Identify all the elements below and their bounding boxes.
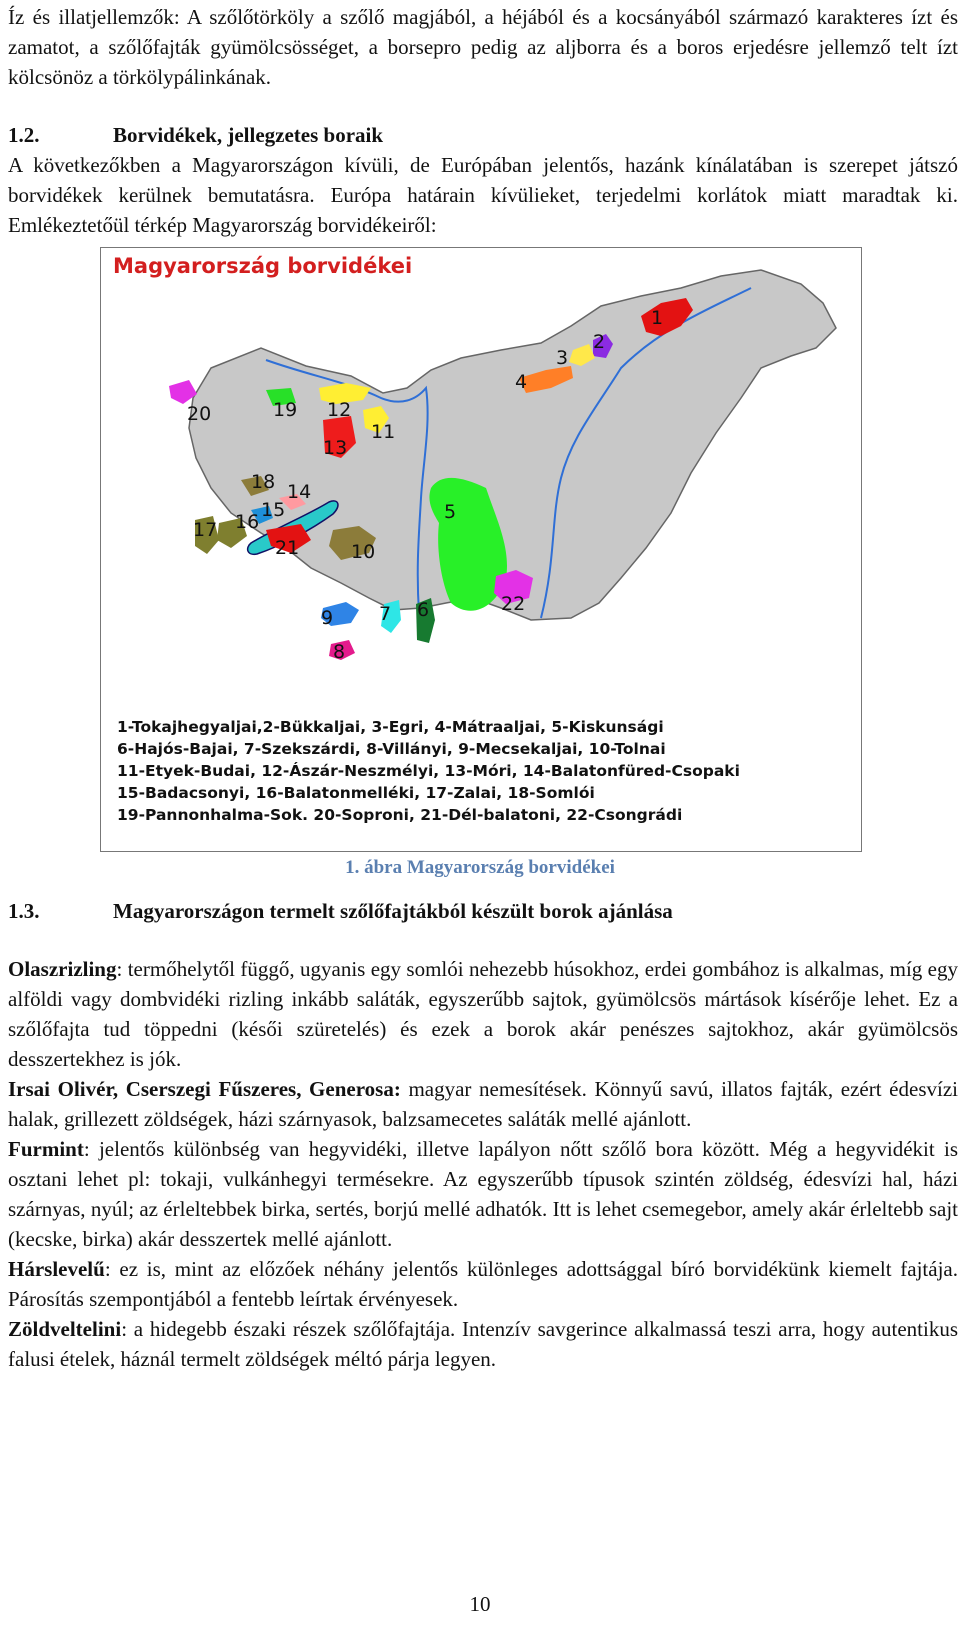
legend-line: 1-Tokajhegyaljai,2-Bükkaljai, 3-Egri, 4-Mátraaljai, 5-Kiskunsági [117,718,664,736]
map-label-14: 14 [287,481,312,503]
legend-line: 19-Pannonhalma-Sok. 20-Soproni, 21-Dél-balatoni, 22-Csongrádi [117,806,683,824]
map-label-20: 20 [187,403,212,425]
section-heading-1-3 [8,896,958,926]
map-label-16: 16 [235,511,260,533]
grape-description: magyar nemesítések. Könnyű savú, illatos fajták, ezért édesvízi halak, grillezett zöldségek, házi szárnyasok, balzsamecetes saláták mellé ajánlott. [8,1077,958,1131]
intro-paragraph: Íz és illatjellemzők: A szőlőtörköly a szőlő magjából, a héjából és a kocsányából származó karakteres ízt és zamatot, a szőlőfajták gyümölcsösséget, a borsepro pedig az aljborra és a boros erjedésre jellemző telt ízt kölcsönöz a törkölypálinkának. [8,5,958,89]
map-label-9: 9 [321,607,334,629]
map-label-11: 11 [371,421,396,443]
grape-term: Hárslevelű [8,1257,105,1281]
map-label-3: 3 [556,347,569,369]
legend-line: 15-Badacsonyi, 16-Balatonmelléki, 17-Zalai, 18-Somlói [117,784,595,802]
map-label-22: 22 [501,593,526,615]
map-title: Magyarország borvidékei [113,254,413,278]
map-label-15: 15 [261,499,286,521]
paragraph-olaszrizling [8,954,958,1074]
section-title: Borvidékek, jellegzetes boraik [113,123,384,147]
grape-description: : jelentős különbség van hegyvidéki, illetve lapályon nőtt szőlő bora között. Még a hegyvidékit is osztani lehet pl: tokaji, vulkánhegyi termésekre. Az egyszerűbb típusok szintén zöldség, édesvízi hal, házi szárnyas, nyúl; az érleltebbek birka, sertés, borjú mellé adhatók. Itt is lehet csemegebor, amely akár érleltebb sajt (kecske, birka) akár desszertek mellé ajánlott. [8,1137,958,1251]
map-label-8: 8 [333,641,346,663]
map-label-4: 4 [515,371,528,393]
map-legend [117,716,857,826]
grape-description: : a hidegebb északi részek szőlőfajtája. Intenzív savgerince alkalmassá teszi arra, hogy autentikus falusi ételek, háznál termelt zöldségek méltó párja legyen. [8,1317,958,1371]
paragraph-harslevelu [8,1254,958,1314]
grape-term: Irsai Olivér, Cserszegi Fűszeres, Generosa: [8,1077,401,1101]
map-label-2: 2 [593,331,606,353]
grape-description: : termőhelytől függő, ugyanis egy somlói nehezebb húsokhoz, erdei gombához is alkalmas, míg egy alföldi vagy dombvidéki rizling inkább saláták, egyszerűbb sajtok, gyümölcsös mártások kísérője lehet. Ez a szőlőfajta tud töppedni (késői szüretelés) és ezek a borok akár penészes sajtokhoz, akár gyümölcsös desszertekhez is jók. [8,957,958,1071]
grape-term: Olaszrizling [8,957,117,981]
map-label-1: 1 [651,307,664,329]
section-title: Magyarországon termelt szőlőfajtákból készült borok ajánlása [113,899,673,923]
map-label-19: 19 [273,399,298,421]
figure-caption: 1. ábra Magyarország borvidékei [345,857,615,878]
map-label-7: 7 [379,603,392,625]
paragraph-furmint [8,1134,958,1254]
section-heading-1-2 [8,120,958,150]
wine-recommendations [8,954,958,1374]
section-number: 1.3. [8,899,40,923]
country-outline [189,270,836,620]
wine-region-map [100,247,862,852]
legend-line: 11-Etyek-Budai, 12-Ászár-Neszmélyi, 13-Móri, 14-Balatonfüred-Csopaki [117,762,740,780]
map-label-18: 18 [251,471,276,493]
section-number: 1.2. [8,123,40,147]
map-label-10: 10 [351,541,376,563]
page-number: 10 [469,1592,491,1616]
paragraph-irsai [8,1074,958,1134]
map-label-6: 6 [417,599,430,621]
legend-line: 6-Hajós-Bajai, 7-Szekszárdi, 8-Villányi, 9-Mecsekaljai, 10-Tolnai [117,740,666,758]
map-label-13: 13 [323,437,348,459]
paragraph-zoldveltelini [8,1314,958,1374]
map-label-5: 5 [444,501,457,523]
map-label-21: 21 [275,537,300,559]
grape-term: Furmint [8,1137,84,1161]
grape-description: : ez is, mint az előzőek néhány jelentős különleges adottsággal bíró borvidékünk kiemelt fajtája. Párosítás szempontjából a fentebb leírtak érvényesek. [8,1257,958,1311]
grape-term: Zöldveltelini [8,1317,122,1341]
section-1-2-paragraph: A következőkben a Magyarországon kívüli, de Európában jelentős, hazánk kínálatában is szerepet játszó borvidékek kerülnek bemutatásra. Európa határain kívülieket, terjedelmi korlátok miatt maradtak ki. Emlékeztetőül térkép Magyarország borvidékeiről: [8,153,958,237]
map-label-17: 17 [193,519,218,541]
map-label-12: 12 [327,399,352,421]
